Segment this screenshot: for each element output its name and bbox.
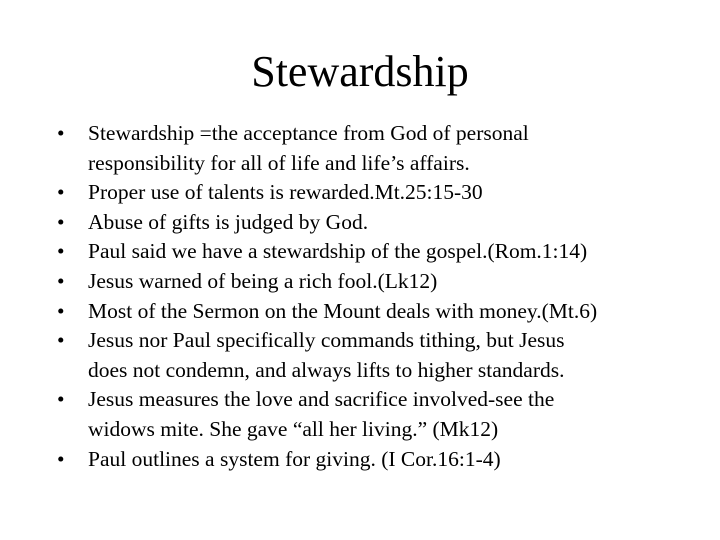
bullet-text-line: Jesus measures the love and sacrifice involved-see the — [88, 387, 555, 412]
bullet-icon: • — [57, 121, 65, 145]
bullet-icon: • — [57, 328, 65, 353]
bullet-icon: • — [57, 268, 65, 293]
bullet-item — [57, 208, 697, 238]
bullet-item — [57, 267, 697, 297]
bullet-item — [57, 178, 697, 208]
bullet-item — [57, 119, 697, 178]
slide-title: Stewardship — [251, 47, 469, 96]
bullet-icon: • — [57, 298, 65, 323]
bullet-icon: • — [57, 387, 65, 412]
bullet-icon: • — [57, 209, 65, 234]
bullet-item — [57, 237, 697, 267]
bullet-text-line: Paul outlines a system for giving. (I Cor.16:1-4) — [88, 446, 501, 471]
bullet-list — [57, 119, 697, 474]
bullet-item — [57, 445, 697, 475]
bullet-text-line: responsibility for all of life and life’s affairs. — [88, 150, 470, 175]
bullet-text-line: Most of the Sermon on the Mount deals with money.(Mt.6) — [88, 298, 598, 323]
bullet-text-line: Proper use of talents is rewarded.Mt.25:15-30 — [88, 180, 483, 205]
bullet-icon: • — [57, 180, 65, 205]
bullet-text-line: Stewardship =the acceptance from God of personal — [88, 121, 529, 145]
bullet-item — [57, 385, 697, 444]
bullet-text-line: Paul said we have a stewardship of the gospel.(Rom.1:14) — [88, 239, 588, 264]
bullet-item — [57, 297, 697, 327]
bullet-text-line: does not condemn, and always lifts to higher standards. — [88, 357, 565, 382]
bullet-icon: • — [57, 239, 65, 264]
bullet-text-line: widows mite. She gave “all her living.” (Mk12) — [88, 416, 499, 441]
bullet-item — [57, 326, 697, 385]
bullet-text-line: Jesus nor Paul specifically commands tithing, but Jesus — [88, 328, 565, 353]
bullet-icon: • — [57, 446, 65, 471]
bullet-text-line: Jesus warned of being a rich fool.(Lk12) — [88, 268, 438, 293]
bullet-text-line: Abuse of gifts is judged by God. — [88, 209, 369, 234]
